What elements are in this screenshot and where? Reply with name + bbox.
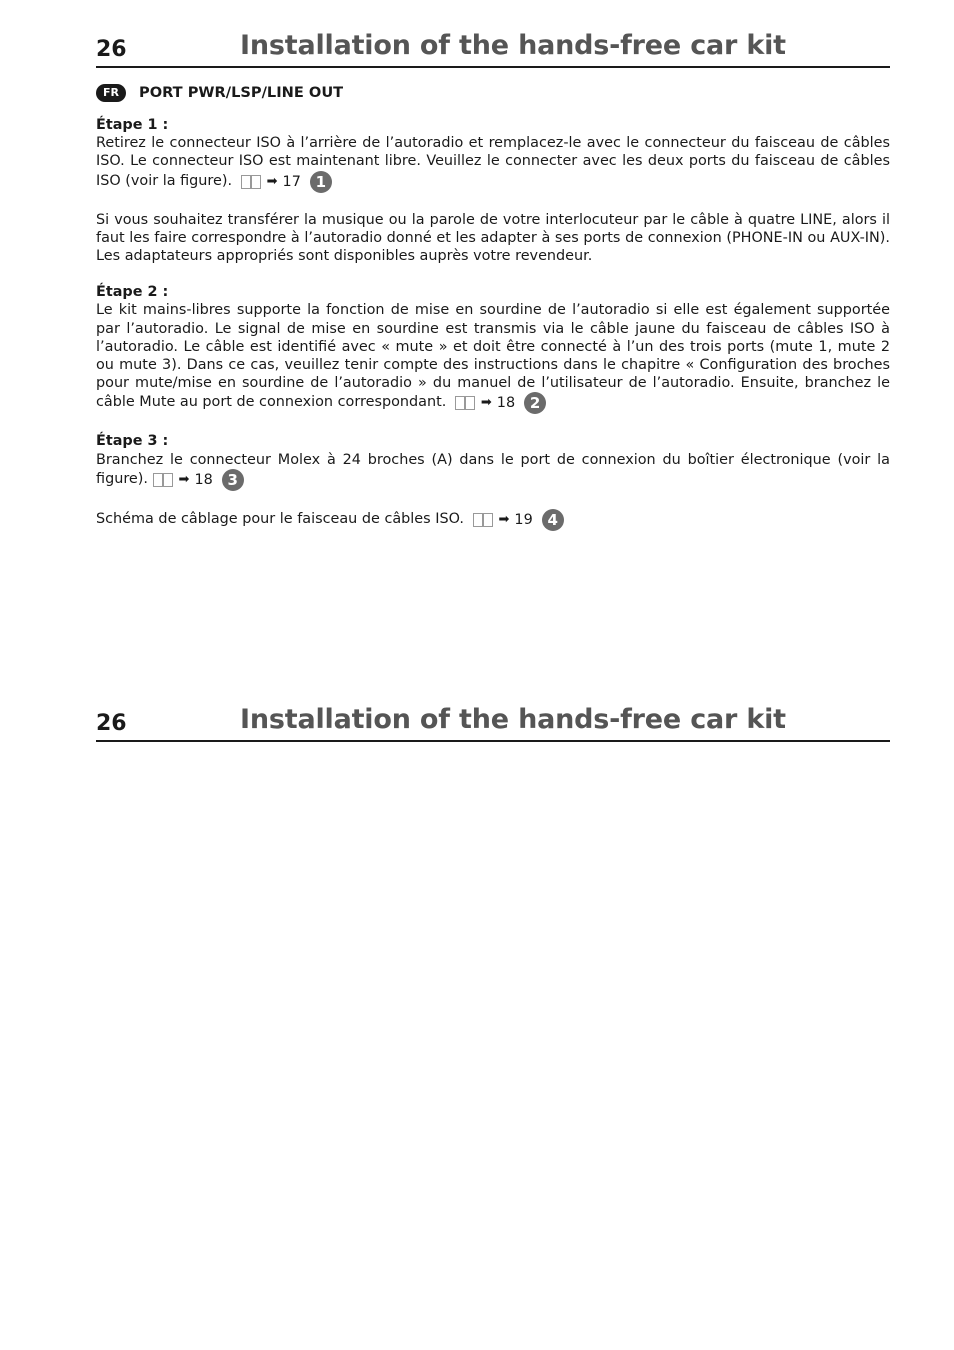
page-number: 26 (96, 711, 127, 736)
page-header-bottom (96, 674, 890, 742)
page-title: Installation of the hands-free car kit (240, 30, 786, 61)
step-1-paragraph (96, 134, 890, 192)
figure-reference[interactable] (469, 509, 564, 531)
step-2-title: Étape 2 : (96, 284, 169, 301)
step-1-text: Retirez le connecteur ISO à l’arrière de l’autoradio et remplacez-le avec le connecteur du faisceau de câbles ISO. Le connecteur ISO est maintenant libre. Veuillez le connecter avec les deux ports du faisceau de câbles ISO (voir la figure). (96, 135, 890, 189)
section-heading (96, 82, 890, 104)
figure-reference[interactable] (451, 392, 546, 414)
figure-reference[interactable] (237, 171, 332, 193)
figure-number-badge: 1 (310, 171, 332, 193)
ref-page-number: 17 (282, 173, 301, 190)
book-icon (455, 396, 475, 410)
section-title: PORT PWR/LSP/LINE OUT (139, 83, 344, 101)
page-header-top (96, 0, 890, 68)
figure-number-badge: 4 (542, 509, 564, 531)
arrow-right-icon: ➡ (178, 471, 190, 487)
ref-page-number: 18 (496, 395, 516, 412)
wiring-diagram-paragraph (96, 509, 890, 531)
book-icon (241, 175, 261, 189)
arrow-right-icon: ➡ (266, 173, 278, 189)
line-info-paragraph: Si vous souhaitez transférer la musique ou la parole de votre interlocuteur par le câble à quatre LINE, alors il faut les faire correspondre à l’autoradio donné et les adapter à ses ports de connexion (PHONE-IN ou AUX-IN). Les adaptateurs appropriés sont disponibles auprès votre revendeur. (96, 211, 890, 265)
book-icon (473, 513, 493, 527)
figure-number-badge: 2 (524, 392, 546, 414)
step-1-title: Étape 1 : (96, 117, 169, 133)
arrow-right-icon: ➡ (480, 395, 492, 411)
wiring-diagram-text: Schéma de câblage pour le faisceau de câbles ISO. (96, 510, 464, 527)
language-badge: FR (96, 84, 126, 102)
step-3-text: Branchez le connecteur Molex à 24 broches (A) dans le port de connexion du boîtier électronique (voir la figure). (96, 451, 890, 487)
ref-page-number: 18 (194, 471, 213, 488)
step-3-paragraph (96, 451, 890, 491)
arrow-right-icon: ➡ (498, 511, 510, 527)
ref-page-number: 19 (514, 511, 533, 528)
page-title: Installation of the hands-free car kit (240, 704, 786, 735)
page-number: 26 (96, 37, 127, 62)
step-3-title: Étape 3 : (96, 433, 169, 450)
figure-reference[interactable] (153, 469, 244, 491)
book-icon (153, 473, 173, 487)
step-2-text: Le kit mains-libres supporte la fonction de mise en sourdine de l’autoradio si elle est également supportée par l’autoradio. Le signal de mise en sourdine est transmis via le câble jaune du faisceau de câbles ISO à l’autoradio. Le câble est identifié avec « mute » et doit être connecté à l’un des trois ports (mute 1, mute 2 ou mute 3). Dans ce cas, veuillez tenir compte des instructions dans le chapitre « Configuration des broches pour mute/mise en sourdine de l’autoradio » du manuel de l’utilisateur de l’autoradio. Ensuite, branchez le câble Mute au port de connexion correspondant. (96, 302, 890, 411)
page-content (96, 82, 890, 531)
step-2-paragraph (96, 301, 890, 414)
figure-number-badge: 3 (222, 469, 244, 491)
